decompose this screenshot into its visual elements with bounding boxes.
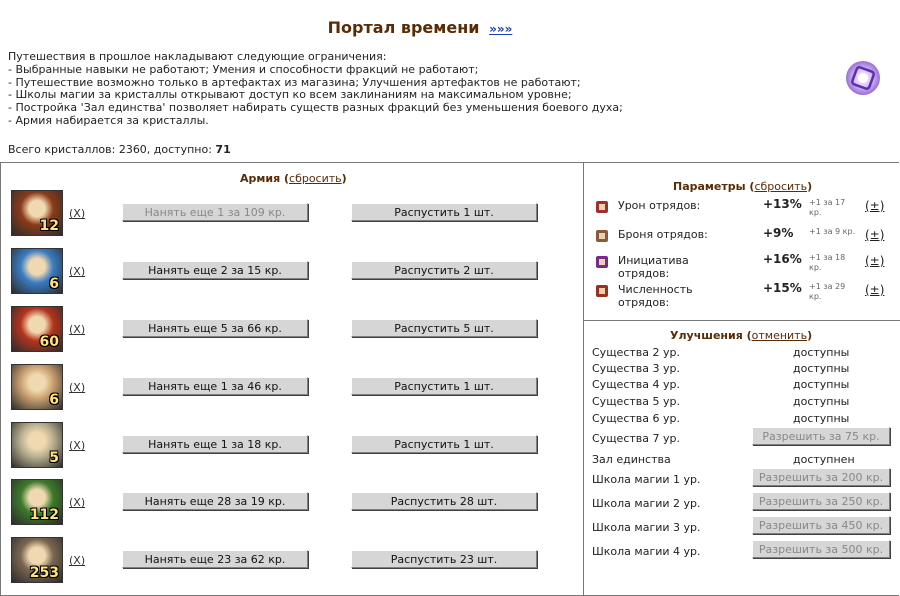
upgrade-row: [592, 521, 892, 537]
army-unit-row: [0, 306, 583, 356]
unit-portrait[interactable]: [11, 537, 63, 583]
hire-button[interactable]: Нанять еще 1 за 46 кр.: [122, 377, 308, 395]
upgrade-label: Существа 5 ур.: [592, 395, 680, 408]
army-unit-row: [0, 537, 583, 587]
upgrade-label: Существа 4 ур.: [592, 378, 680, 391]
unit-remove-link[interactable]: (X): [69, 496, 86, 509]
unit-remove-link[interactable]: (X): [69, 265, 86, 278]
dismiss-button[interactable]: Распустить 28 шт.: [351, 492, 537, 510]
upgrade-label: Школа магии 2 ур.: [592, 497, 701, 510]
param-label: [618, 228, 708, 241]
params-title: Параметры (сбросить): [673, 180, 813, 193]
upgrade-label: Зал единства: [592, 453, 671, 466]
unit-count: 253: [29, 565, 59, 581]
dismiss-button[interactable]: Распустить 1 шт.: [351, 377, 537, 395]
unit-portrait[interactable]: [11, 364, 63, 410]
upgrade-row: [592, 473, 892, 489]
upgrade-label: Существа 3 ур.: [592, 362, 680, 375]
upgrade-row: [592, 362, 892, 378]
unit-portrait[interactable]: [11, 422, 63, 468]
divider-horizontal: [584, 320, 900, 321]
crystals-total: Всего кристаллов: 2360, доступно:: [8, 143, 216, 156]
unit-remove-link[interactable]: (X): [69, 554, 86, 567]
unit-portrait[interactable]: [11, 190, 63, 236]
unit-count: 60: [39, 334, 59, 350]
hire-button[interactable]: Нанять еще 23 за 62 кр.: [122, 550, 308, 568]
param-row: [590, 252, 890, 278]
unit-count: 6: [49, 276, 59, 292]
upgrade-status: доступны: [793, 395, 850, 408]
potion-icon: [593, 253, 611, 271]
unlock-upgrade-button[interactable]: Разрешить за 500 кр.: [752, 540, 890, 558]
hire-button[interactable]: Нанять еще 5 за 66 кр.: [122, 319, 308, 337]
param-cost: +1 за 29 кр.: [809, 282, 846, 301]
param-row: [590, 281, 890, 307]
hire-button[interactable]: Нанять еще 28 за 19 кр.: [122, 492, 308, 510]
dismiss-button[interactable]: Распустить 1 шт.: [351, 203, 537, 221]
army-unit-row: [0, 248, 583, 298]
upgrades-title-text: Улучшения: [670, 329, 743, 342]
page-title: [0, 18, 840, 37]
page-title-text: Портал времени: [327, 18, 480, 37]
hire-button[interactable]: Нанять еще 1 за 18 кр.: [122, 435, 308, 453]
unlock-upgrade-button[interactable]: Разрешить за 250 кр.: [752, 492, 890, 510]
param-label: [618, 199, 700, 212]
param-label-line: Броня отрядов:: [618, 228, 708, 241]
unit-count: 5: [49, 450, 59, 466]
intro-line: - Школы магии за кристаллы открывают доступ ко всем заклинаниям на максимальном уровне;: [8, 88, 572, 102]
army-reset-link[interactable]: сбросить: [289, 172, 342, 185]
intro-line: - Путешествие возможно только в артефактах из магазина; Улучшения артефактов не работают;: [8, 75, 581, 89]
unit-count: 112: [29, 507, 59, 523]
unit-remove-link[interactable]: (X): [69, 381, 86, 394]
upgrade-row: [592, 412, 892, 428]
portal-details-link[interactable]: »»»: [489, 22, 513, 36]
param-cost: +1 за 18 кр.: [809, 253, 846, 272]
unit-portrait[interactable]: [11, 306, 63, 352]
param-value: +15%: [763, 281, 802, 295]
param-adjust-link[interactable]: (±): [865, 254, 885, 268]
unlock-upgrade-button[interactable]: Разрешить за 450 кр.: [752, 516, 890, 534]
params-reset-link[interactable]: сбросить: [754, 180, 808, 193]
upgrade-row: [592, 432, 892, 448]
param-value: +9%: [763, 226, 794, 240]
unit-remove-link[interactable]: (X): [69, 439, 86, 452]
param-row: [590, 226, 890, 252]
armor-icon: [593, 227, 611, 245]
army-title: Армия (сбросить): [240, 172, 347, 185]
params-title-text: Параметры: [673, 180, 746, 193]
swords-icon: [593, 198, 611, 216]
upgrade-label: Существа 7 ур.: [592, 432, 680, 445]
param-row: [590, 197, 890, 223]
unit-portrait[interactable]: [11, 479, 63, 525]
army-unit-row: [0, 190, 583, 240]
unlock-upgrade-button[interactable]: Разрешить за 75 кр.: [752, 427, 890, 445]
troops-icon: [593, 282, 611, 300]
intro-line: - Выбранные навыки не работают; Умения и способности фракций не работают;: [8, 62, 479, 76]
hire-button[interactable]: Нанять еще 1 за 109 кр.: [122, 203, 308, 221]
unit-remove-link[interactable]: (X): [69, 207, 86, 220]
param-value: +13%: [763, 197, 802, 211]
upgrade-row: [592, 453, 892, 469]
param-adjust-link[interactable]: (±): [865, 283, 885, 297]
param-label-line: Урон отрядов:: [618, 199, 701, 212]
upgrade-status: доступнен: [793, 453, 855, 466]
param-label-line: отрядов:: [618, 267, 670, 280]
upgrade-row: [592, 497, 892, 513]
upgrade-status: доступны: [793, 362, 850, 375]
intro-line: - Постройка 'Зал единства' позволяет набирать существ разных фракций без уменьшения боевого духа;: [8, 101, 623, 115]
param-label-line: Инициатива: [618, 254, 689, 267]
upgrade-row: [592, 346, 892, 362]
dismiss-button[interactable]: Распустить 23 шт.: [351, 550, 537, 568]
crystals-available: 71: [215, 143, 231, 156]
param-value: +16%: [763, 252, 802, 266]
unit-count: 12: [39, 218, 59, 234]
upgrade-label: Школа магии 3 ур.: [592, 521, 701, 534]
divider-vertical: [583, 162, 584, 596]
army-unit-row: [0, 479, 583, 529]
param-adjust-link[interactable]: (±): [865, 228, 885, 242]
dismiss-button[interactable]: Распустить 1 шт.: [351, 435, 537, 453]
unlock-upgrade-button[interactable]: Разрешить за 200 кр.: [752, 468, 890, 486]
upgrade-label: Существа 6 ур.: [592, 412, 680, 425]
army-title-text: Армия: [240, 172, 281, 185]
crystals-summary: [8, 143, 231, 156]
unit-remove-link[interactable]: (X): [69, 323, 86, 336]
upgrade-label: Школа магии 1 ур.: [592, 473, 701, 486]
param-label: [618, 254, 689, 280]
param-cost: +1 за 9 кр.: [809, 227, 856, 236]
dismiss-button[interactable]: Распустить 5 шт.: [351, 319, 537, 337]
upgrade-label: Существа 2 ур.: [592, 346, 680, 359]
upgrade-status: доступны: [793, 346, 850, 359]
unit-count: 6: [49, 392, 59, 408]
unit-portrait[interactable]: [11, 248, 63, 294]
param-label: [618, 283, 693, 309]
dismiss-button[interactable]: Распустить 2 шт.: [351, 261, 537, 279]
param-label-line: отрядов:: [618, 296, 670, 309]
portal-crystal-icon: [843, 58, 883, 98]
upgrades-title: Улучшения (отменить): [670, 329, 813, 342]
param-cost: +1 за 17 кр.: [809, 198, 846, 217]
param-label-line: Численность: [618, 283, 693, 296]
upgrade-label: Школа магии 4 ур.: [592, 545, 701, 558]
intro-line: Путешествия в прошлое накладывают следующие ограничения:: [8, 50, 387, 63]
hire-button[interactable]: Нанять еще 2 за 15 кр.: [122, 261, 308, 279]
army-unit-row: [0, 422, 583, 472]
upgrade-row: [592, 378, 892, 394]
upgrade-status: доступны: [793, 412, 850, 425]
intro-text: [8, 51, 828, 128]
upgrade-status: доступны: [793, 378, 850, 391]
upgrade-row: [592, 395, 892, 411]
upgrade-row: [592, 545, 892, 561]
param-adjust-link[interactable]: (±): [865, 199, 885, 213]
intro-line: - Армия набирается за кристаллы.: [8, 113, 209, 127]
upgrades-cancel-link[interactable]: отменить: [751, 329, 808, 342]
army-unit-row: [0, 364, 583, 414]
